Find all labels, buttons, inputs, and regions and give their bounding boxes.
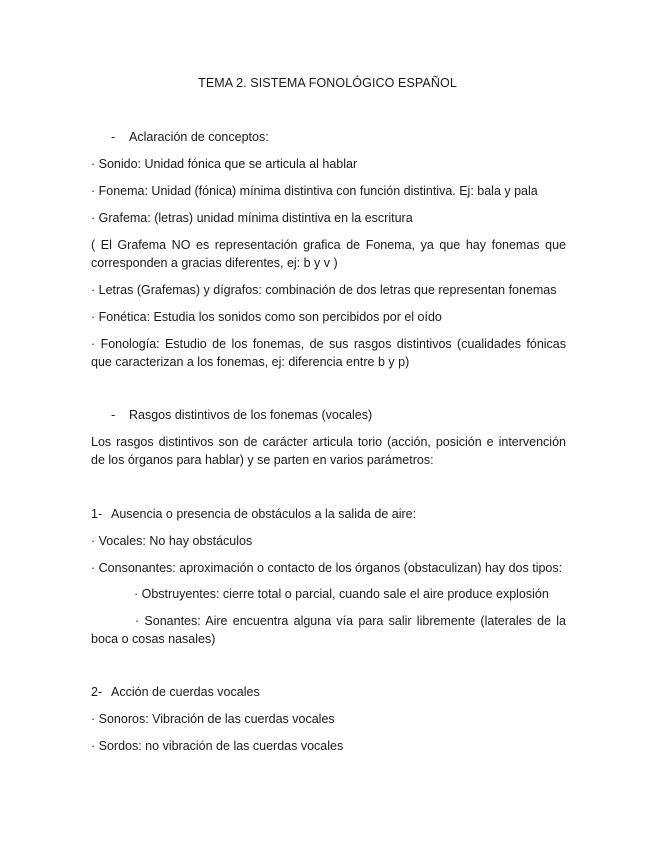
list-item: · Sonido: Unidad fónica que se articula al hablar <box>91 157 358 171</box>
list-item: · Letras (Grafemas) y dígrafos: combinación de dos letras que representan fonemas <box>91 283 557 297</box>
list-item: · Fonema: Unidad (fónica) mínima distintiva con función distintiva. Ej: bala y pala <box>91 184 538 198</box>
parameter-number: 2- <box>91 685 103 699</box>
section-heading-conceptos <box>91 128 566 146</box>
dash-marker: - <box>111 408 116 422</box>
list-item: · Sonoros: Vibración de las cuerdas vocales <box>91 712 335 726</box>
list-item: · Sordos: no vibración de las cuerdas vocales <box>91 739 344 753</box>
list-item: · Grafema: (letras) unidad mínima distintiva en la escritura <box>91 211 413 225</box>
section-heading-text: Aclaración de conceptos: <box>129 130 269 144</box>
intro-paragraph: Los rasgos distintivos son de carácter articula torio (acción, posición e intervención de los órganos para hablar) y se parten en varios parámetros: <box>91 435 566 467</box>
list-item: · Consonantes: aproximación o contacto de los órganos (obstaculizan) hay dos tipos: <box>91 561 563 575</box>
list-item: · Vocales: No hay obstáculos <box>91 534 253 548</box>
parameter-heading-1 <box>91 505 566 523</box>
sub-list-item: · Obstruyentes: cierre total o parcial, cuando sale el aire produce explosión <box>134 587 549 601</box>
parameter-number: 1- <box>91 507 103 521</box>
section-heading-text: Rasgos distintivos de los fonemas (vocales) <box>129 408 373 422</box>
list-item: · Fonética: Estudia los sonidos como son percibidos por el oído <box>91 310 442 324</box>
document-title: TEMA 2. SISTEMA FONOLÓGICO ESPAÑOL <box>198 76 457 90</box>
parameter-heading-text: Acción de cuerdas vocales <box>111 685 260 699</box>
parameter-heading-text: Ausencia o presencia de obstáculos a la salida de aire: <box>111 507 417 521</box>
list-item: · Fonología: Estudio de los fonemas, de sus rasgos distintivos (cualidades fónicas que caracterizan a los fonemas, ej: diferencia entre b y p) <box>91 337 566 369</box>
parameter-heading-2 <box>91 683 566 701</box>
section-heading-rasgos <box>91 406 566 424</box>
sub-list-item: · Sonantes: Aire encuentra alguna vía para salir libremente (laterales de la boca o cosas nasales) <box>91 614 566 646</box>
note-paragraph: ( El Grafema NO es representación grafica de Fonema, ya que hay fonemas que corresponden a gracias diferentes, ej: b y v ) <box>91 238 566 270</box>
dash-marker: - <box>111 130 116 144</box>
